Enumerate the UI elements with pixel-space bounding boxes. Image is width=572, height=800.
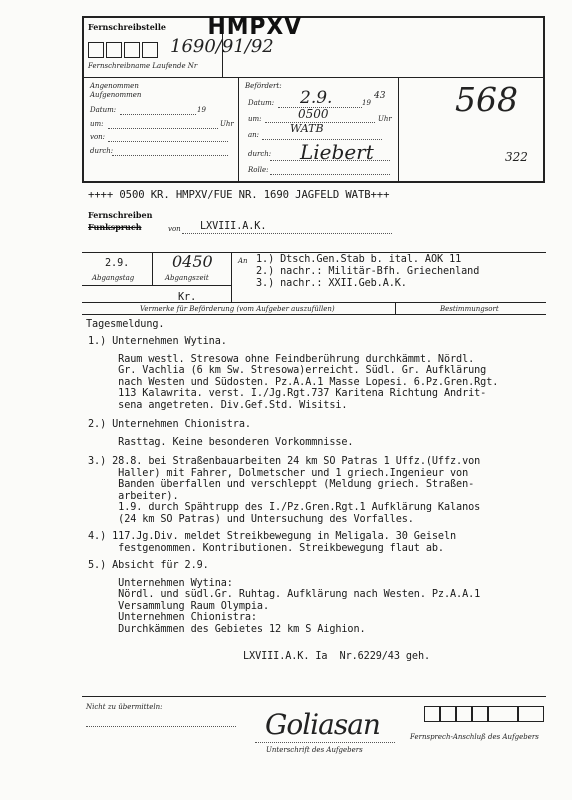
dispatch-vermerke: Vermerke für Beförderung (vom Aufgeber auszufüllen) [140, 305, 335, 313]
dispatch-bottom2 [82, 314, 546, 315]
dispatch-kr: Kr. [178, 292, 197, 303]
body-line: Raum westl. Stresowa ohne Feindberührung durchkämmt. Nördl. [88, 353, 475, 365]
received-uhr: Uhr [220, 120, 234, 128]
type-von: von [168, 225, 181, 233]
type-funkspruch: Funkspruch [88, 222, 142, 232]
body-line: festgenommen. Kontributionen. Streikbewegung flaut ab. [88, 542, 444, 554]
body-line: 113 Kalawrita. verst. I./Jg.Rgt.737 Karitena Richtung Andrit- [88, 388, 487, 399]
forwarded-title: Befördert: [245, 82, 282, 90]
body-line: Banden überfallen und verschleppt (Meldung griech. Straßen- [88, 479, 475, 490]
number-label: Fernschreibname Laufende Nr [88, 62, 198, 70]
forwarded-rolle-line [270, 174, 390, 175]
body-line: Unternehmen Chionistra: [88, 612, 257, 623]
phone-box-1 [424, 706, 440, 722]
body-line: sena angetreten. Div.Gef.Std. Wisitsi. [88, 399, 348, 411]
dispatch-date-label: Abgangstag [92, 274, 135, 282]
received-um: um: [90, 120, 104, 128]
forwarded-durch-line [270, 160, 390, 161]
dispatch-time-label: Abgangszeit [165, 274, 209, 282]
body-line: nach Westen und Südosten. Pz.A.A.1 Masse Lopesi. 6.Pz.Gren.Rgt. [88, 376, 499, 388]
phone-box-2 [440, 706, 456, 722]
dispatch-bestimmungsort: Bestimmungsort [440, 305, 499, 313]
received-um-line [108, 128, 218, 129]
forwarded-durch: durch: [248, 150, 272, 158]
frame-left [82, 16, 84, 182]
received-line1: Angenommen [90, 82, 139, 90]
body-text [88, 336, 498, 635]
received-datum: Datum: [90, 106, 117, 114]
forwarded-um: um: [248, 115, 262, 123]
footer-signature: Goliasan [265, 708, 380, 741]
dispatch-col3 [395, 302, 396, 314]
header-box-2 [106, 42, 122, 58]
body-line: Nördl. und südl.Gr. Ruhtag. Aufklärung nach Westen. Pz.A.A.1 [88, 589, 481, 600]
received-durch-line [112, 155, 228, 156]
frame-top [82, 16, 544, 18]
dispatch-time: 0450 [172, 252, 213, 271]
dispatch-col2 [231, 252, 232, 302]
footer-nicht-line [86, 726, 236, 727]
frame-col2 [398, 77, 399, 181]
footer-top [82, 696, 546, 697]
type-sender-line [182, 233, 392, 234]
received-datum-line [120, 114, 196, 115]
number-value: 1690/91/92 [170, 36, 274, 57]
body-line: arbeiter). [88, 490, 179, 502]
teletype-header: ++++ 0500 KR. HMPXV/FUE NR. 1690 JAGFELD WATB+++ [88, 189, 390, 201]
header-box-3 [124, 42, 140, 58]
frame-row-divider [82, 77, 544, 78]
forwarded-year-suffix: 43 [374, 91, 386, 101]
forwarded-um-value: 0500 [298, 107, 329, 121]
body-line: 5.) Absicht für 2.9. [88, 560, 209, 571]
received-durch: durch: [90, 147, 114, 155]
received-line2: Aufgenommen [90, 91, 142, 99]
phone-box-6 [518, 706, 544, 722]
body-line: 3.) 28.8. bei Straßenbauarbeiten 24 km SO Patras 1 Uffz.(Uffz.von [88, 456, 481, 467]
forwarded-datum-value: 2.9. [300, 88, 333, 108]
body-line: Unternehmen Wytina: [88, 577, 233, 589]
footer-unterschrift: Unterschrift des Aufgebers [266, 746, 363, 754]
forwarded-an: an: [248, 131, 260, 139]
body-line: Haller) mit Fahrer, Dolmetscher und 1 griech.Ingenieur von [88, 467, 469, 479]
right-box-number: 568 [455, 80, 518, 119]
phone-box-3 [456, 706, 472, 722]
forwarded-datum: Datum: [248, 99, 275, 107]
body-line: (24 km SO Patras) und Untersuchung des Vorfalles. [88, 513, 414, 525]
body-line: 1.) Unternehmen Wytina. [88, 336, 227, 347]
body-line: Gr. Vachlia (6 km Sw. Stresowa)erreicht. Südl. Gr. Aufklärung [88, 365, 487, 376]
phone-box-4 [472, 706, 488, 722]
phone-box-5 [488, 706, 518, 722]
body-line: Durchkämmen des Gebietes 12 km S Aighion. [88, 623, 366, 635]
dispatch-date: 2.9. [105, 258, 130, 269]
body-heading: Tagesmeldung. [86, 319, 165, 330]
dispatch-mid [82, 285, 232, 286]
header-title: Fernschreibstelle [88, 22, 166, 32]
type-fernschreiben: Fernschreiben [88, 210, 153, 220]
frame-right [543, 16, 545, 182]
header-stamp: HMPXV [207, 14, 303, 40]
dispatch-col1 [152, 252, 153, 286]
dispatch-rec3: 3.) nachr.: XXII.Geb.A.K. [256, 278, 407, 289]
body-line: 2.) Unternehmen Chionistra. [88, 419, 251, 430]
forwarded-uhr: Uhr [378, 115, 392, 123]
body-signature-line: LXVIII.A.K. Ia Nr.6229/43 geh. [243, 651, 431, 662]
type-sender: LXVIII.A.K. [200, 221, 267, 232]
forwarded-durch-value: Liebert [300, 140, 374, 164]
frame-bottom [82, 181, 545, 183]
body-line: Versammlung Raum Olympia. [88, 600, 270, 612]
received-year: 19 [197, 106, 206, 114]
body-line: Rasttag. Keine besonderen Vorkommnisse. [88, 436, 354, 448]
received-von-line [108, 141, 228, 142]
header-box-1 [88, 42, 104, 58]
footer-fernsprech: Fernsprech-Anschluß des Aufgebers [410, 733, 539, 741]
header-box-4 [142, 42, 158, 58]
footer-nicht: Nicht zu übermitteln: [86, 703, 163, 711]
forwarded-year: 19 [362, 99, 371, 107]
footer-sign-line [255, 742, 395, 743]
right-box-small: 322 [505, 150, 528, 164]
dispatch-an: An [238, 257, 248, 265]
dispatch-bottom [82, 302, 546, 303]
frame-col1 [238, 77, 239, 181]
dispatch-rec2: 2.) nachr.: Militär-Bfh. Griechenland [256, 266, 480, 277]
forwarded-rolle: Rolle: [248, 166, 269, 174]
received-von: von: [90, 133, 106, 141]
dispatch-rec1: 1.) Dtsch.Gen.Stab b. ital. AOK 11 [256, 254, 462, 265]
body-line: 4.) 117.Jg.Div. meldet Streikbewegung in Meligala. 30 Geiseln [88, 531, 457, 542]
body-line: 1.9. durch Spähtrupp des I./Pz.Gren.Rgt.1 Aufklärung Kalanos [88, 502, 481, 513]
forwarded-an-value: WATB [290, 122, 324, 135]
